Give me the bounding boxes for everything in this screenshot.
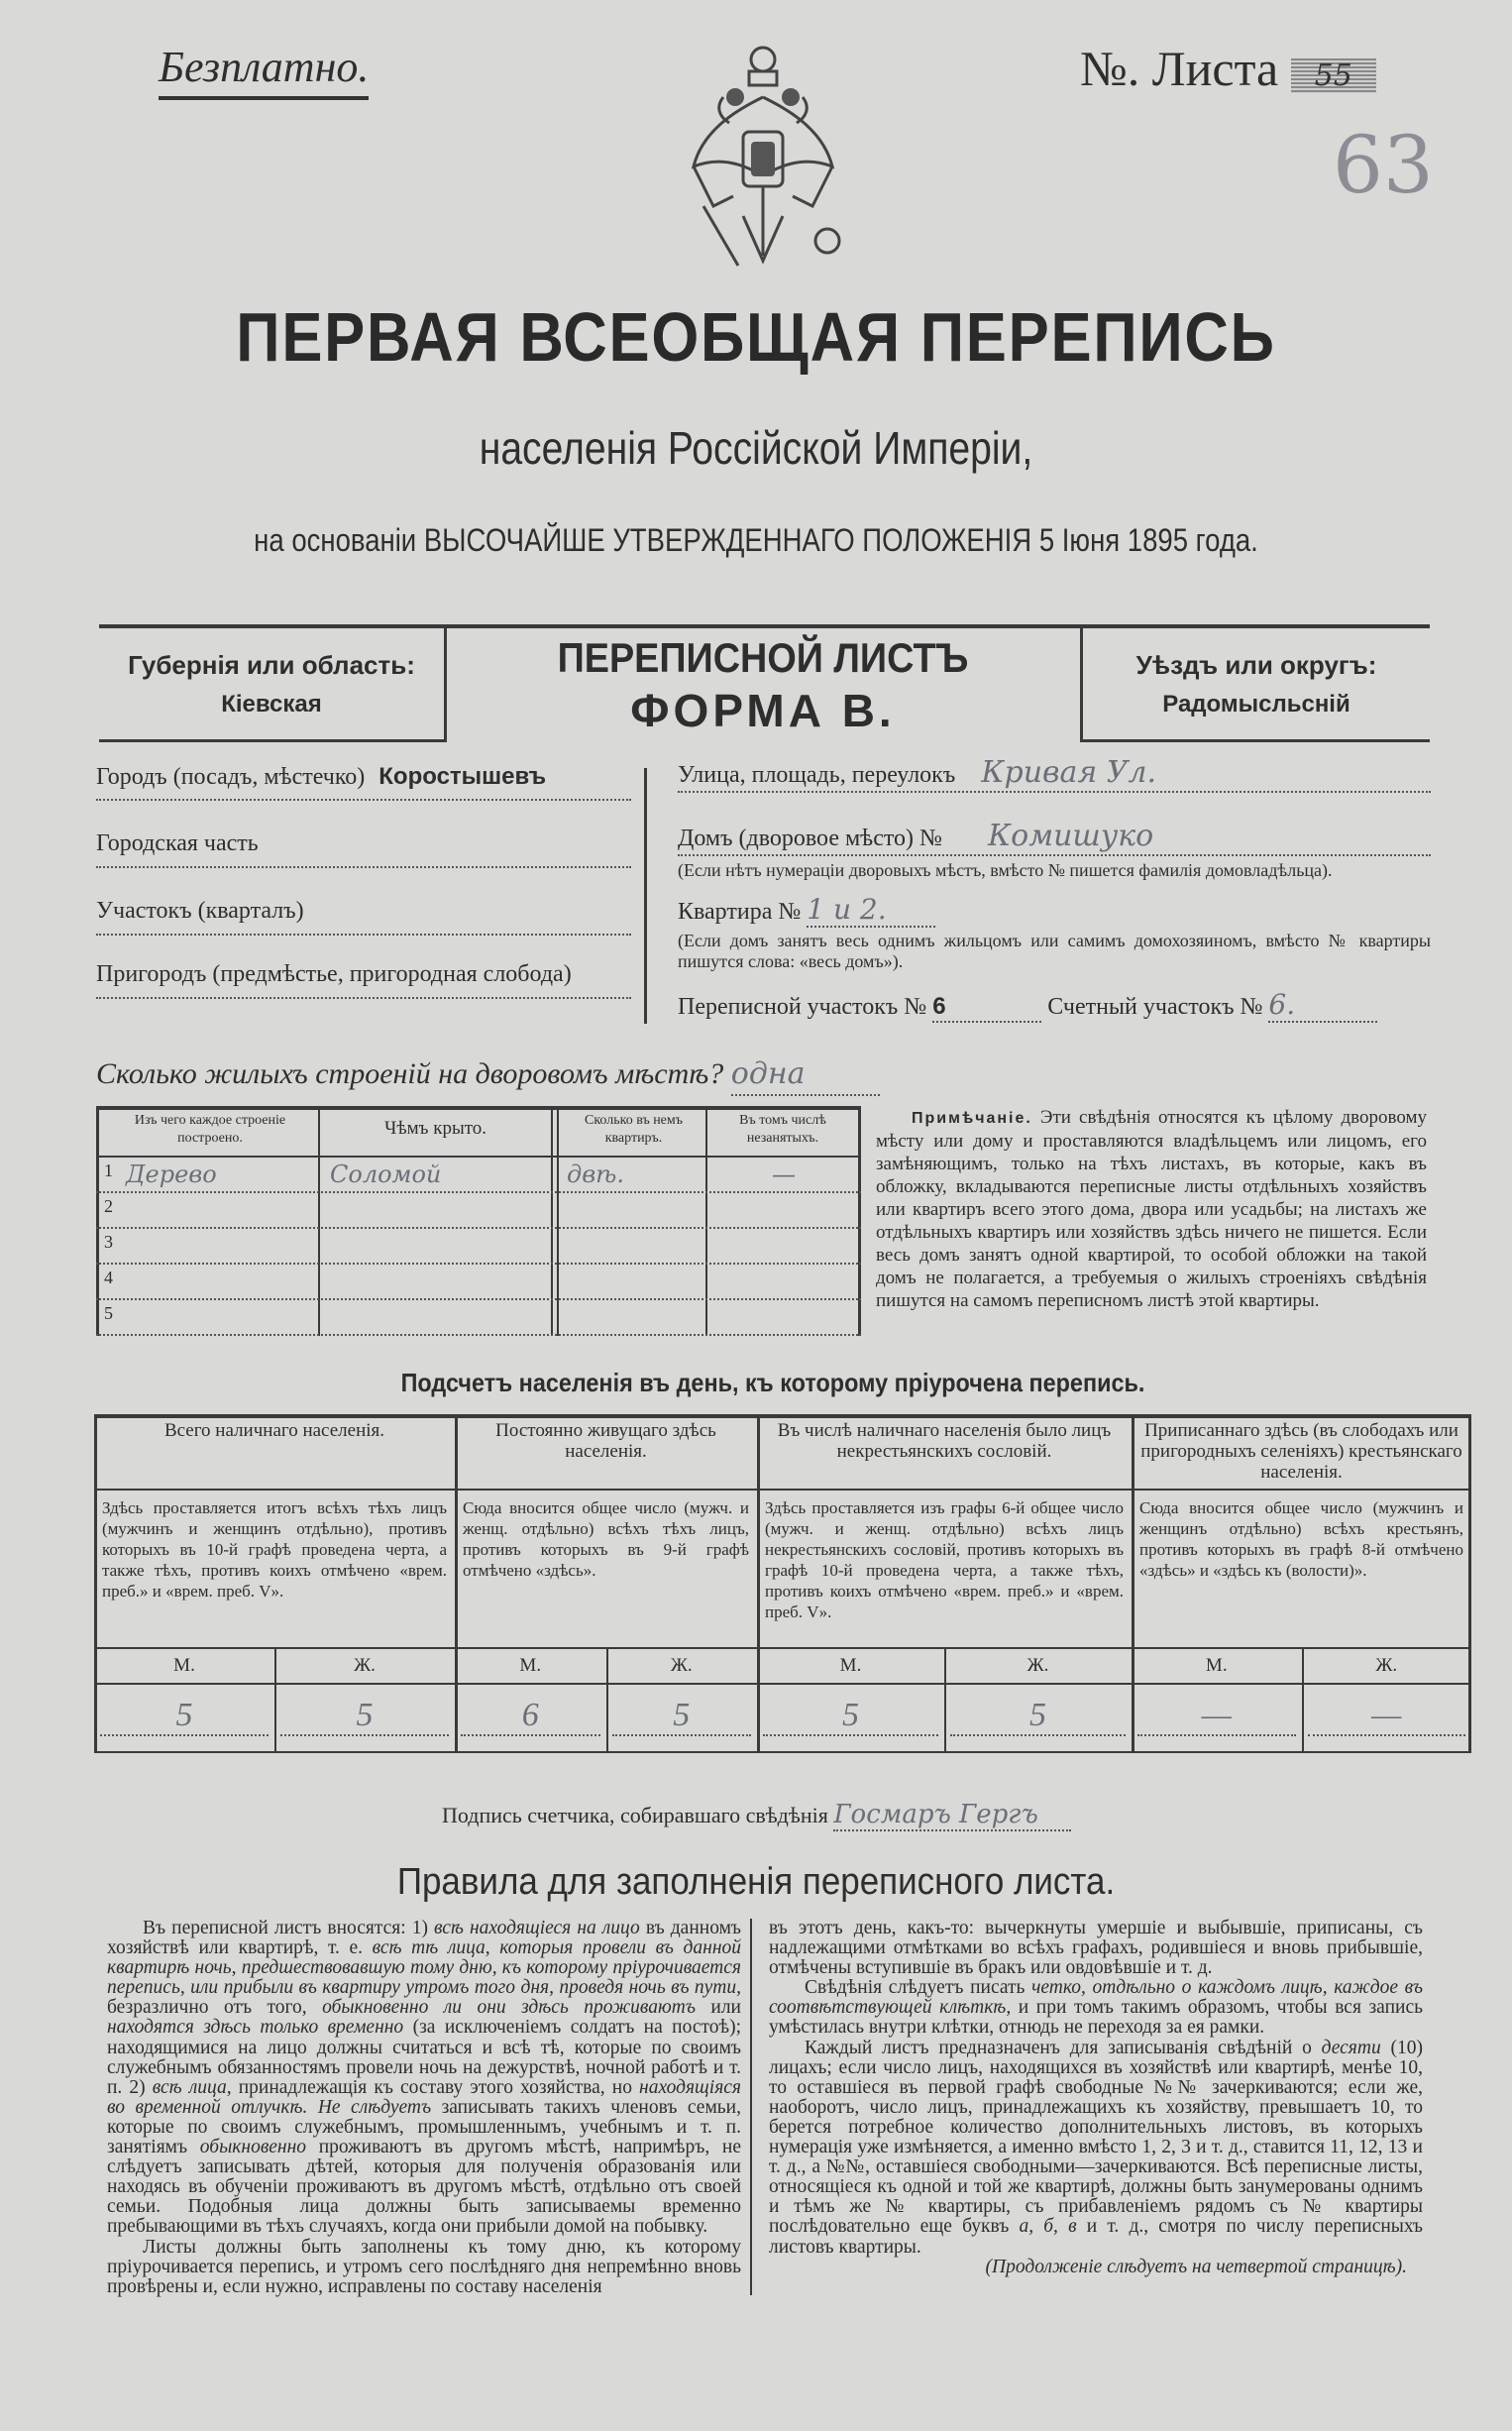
page-subtitle: населенія Россійской Имперіи, — [479, 422, 1033, 474]
suburb-label: Пригородъ (предмѣстье, пригородная слобода) — [96, 961, 572, 987]
city-part-field[interactable] — [96, 830, 631, 868]
house-field[interactable] — [678, 819, 1431, 856]
female-label: Ж. — [354, 1655, 376, 1676]
structure-number: 1 — [104, 1160, 113, 1180]
rules-emphasis: всѣ тѣ лица, которыя провели въ данной квартирѣ ночь, предшествовавшую тому дню, къ которому пріурочивается перепись, или прибыли въ квартиру утромъ того дня, проведя ночь въ пути, — [107, 1937, 741, 1999]
female-count[interactable]: 5 — [612, 1697, 752, 1736]
male-count[interactable]: — — [1137, 1697, 1296, 1736]
female-label: Ж. — [1375, 1655, 1398, 1676]
structures-row — [96, 1229, 861, 1265]
rules-text: записывать такихъ членовъ семьи, которые по своимъ служебнымъ, промышленнымъ, учебнымъ и т. п. занятіямъ — [107, 2096, 741, 2158]
rules-paragraph — [769, 2039, 1423, 2258]
address-divider — [644, 768, 647, 1024]
structure-roof[interactable]: Соломой — [330, 1160, 442, 1188]
coat-of-arms-icon — [664, 38, 862, 276]
female-count[interactable]: 5 — [950, 1697, 1126, 1736]
tally-column-description: Здѣсь проставляется итогъ всѣхъ тѣхъ лицъ (мужчинъ и женщинъ отдѣльно), противъ которыхъ въ 10-й графѣ проведена черта, а также тѣхъ, противъ коихъ отмѣчено «врем. преб.» и «врем. преб. V». — [102, 1498, 447, 1601]
rules-paragraph — [769, 1919, 1423, 1978]
structures-header-apartments: Сколько въ немъ квартиръ. — [584, 1113, 683, 1146]
rules-paragraph — [107, 2238, 741, 2297]
apartment-label: Квартира № — [678, 899, 802, 925]
form-name: ФОРМА В. — [630, 685, 896, 736]
rules-left-column — [107, 1919, 741, 2297]
structures-note — [876, 1106, 1427, 1312]
signature-label: Подпись счетчика, собиравшаго свѣдѣнія — [442, 1803, 828, 1827]
street-value: Кривая Ул. — [981, 755, 1157, 790]
structure-number: 2 — [104, 1196, 113, 1216]
apartment-note: (Если домъ занятъ весь однимъ жильцомъ или самимъ домохозяиномъ, вмѣсто № квартиры пишутся слова: «весь домъ»). — [678, 931, 1431, 971]
district-value: Радомысльсній — [1162, 691, 1350, 718]
note-title: Примѣчаніе. — [912, 1110, 1032, 1127]
structures-question: Сколько жилыхъ строеній на дворовомъ мѣстѣ? — [96, 1057, 724, 1090]
structure-number: 3 — [104, 1232, 113, 1252]
page-title: ПЕРВАЯ ВСЕОБЩАЯ ПЕРЕПИСЬ — [236, 298, 1276, 376]
rules-continued-note: (Продолженіе слѣдуетъ на четвертой страницѣ). — [985, 2256, 1407, 2277]
rules-text: Каждый листъ предназначенъ для записыванія свѣдѣній о — [805, 2037, 1322, 2058]
precinct-label: Участокъ (кварталъ) — [96, 898, 304, 924]
structures-row — [96, 1158, 861, 1193]
count-district-label: Счетный участокъ № — [1047, 994, 1263, 1020]
rules-emphasis: десяти — [1321, 2037, 1381, 2058]
signature-value[interactable]: Госмаръ Гергъ — [833, 1800, 1071, 1831]
precinct-field[interactable] — [96, 898, 631, 936]
rules-text: принадлежащія къ составу этого хозяйства, но — [231, 2076, 640, 2098]
tally-column-description: Сюда вносится общее число (мужчинъ и женщинъ отдѣльно) всѣхъ крестьянъ, противъ которыхъ въ графѣ 8-й отмѣчено «здѣсь» и «здѣсь къ (волости)». — [1139, 1498, 1463, 1580]
female-label: Ж. — [670, 1655, 693, 1676]
female-count[interactable]: — — [1308, 1697, 1466, 1736]
structure-vacant[interactable]: — — [772, 1160, 796, 1188]
male-label: М. — [519, 1655, 542, 1676]
tally-column-description: Сюда вносится общее число (мужч. и женщ. отдѣльно) всѣхъ тѣхъ лицъ, противъ которыхъ въ 9-й графѣ отмѣчено «здѣсь». — [463, 1498, 749, 1580]
male-label: М. — [1205, 1655, 1228, 1676]
legal-basis: на основаніи ВЫСОЧАЙШЕ УТВЕРЖДЕННАГО ПОЛОЖЕНІЯ 5 Іюня 1895 года. — [254, 522, 1258, 558]
male-label: М. — [839, 1655, 862, 1676]
rules-text: и т. д., смотря по числу переписныхъ листовъ квартиры. — [769, 2216, 1423, 2258]
structures-answer[interactable]: одна — [731, 1054, 880, 1096]
street-field[interactable] — [678, 755, 1431, 793]
sheet-number — [1080, 40, 1376, 97]
rules-text: безразлично отъ того, — [107, 1997, 323, 2019]
province-label: Губернія или область: — [128, 650, 415, 680]
rules-emphasis: обыкновенно — [199, 2137, 307, 2158]
house-note: (Если нѣтъ нумераціи дворовыхъ мѣстъ, вмѣсто № пишется фамилія домовладѣльца). — [678, 860, 1333, 880]
structures-table — [96, 1106, 861, 1336]
house-value: Комишуко — [987, 819, 1154, 853]
female-count[interactable]: 5 — [280, 1697, 449, 1736]
structures-header-material: Изъ чего каждое строеніе построено. — [134, 1113, 286, 1146]
male-count[interactable]: 6 — [461, 1697, 600, 1736]
rules-text: проживаютъ въ другомъ мѣстѣ, напримѣръ, не слѣдуетъ записывать дѣтей, которыя для полученія образованія или находясь въ обученіи проживаютъ въ другомъ мѣстѣ, отдѣльно отъ своей семьи. Подобныя лица должны быть записываемы временно пребывающими въ тѣхъ случаяхъ, когда они прибыли домой на побывку. — [107, 2137, 741, 2238]
province-box — [99, 624, 447, 742]
rules-text: (10) лицахъ; если число лицъ, находящихся въ хозяйствѣ или квартирѣ, менѣе 10, то оставшіеся въ первой графѣ свободные №№ зачеркиваются; если же, наоборотъ, число лицъ, принадлежащихъ къ хозяйству, превышаетъ 10, то берется потребное количество дополнительныхъ листовъ, въ которыхъ нумерація уже измѣняется, а именно вмѣсто 1, 2, 3 и т. д., ставится 11, 12, 13 и т. д., а №№, оставшіеся свободными—зачеркиваются. Всѣ переписные листы, относящіеся къ одной и той же квартирѣ, должны быть занумерованы однимъ и тѣмъ же № квартиры, съ прибавленіемъ рядомъ съ № квартиры послѣдовательно еще буквъ — [769, 2037, 1423, 2238]
rules-emphasis: обыкновенно ли они здѣсь проживаютъ — [322, 1997, 696, 2019]
male-label: М. — [173, 1655, 195, 1676]
archive-number: 63 — [1333, 119, 1434, 211]
rules-paragraph — [769, 1978, 1423, 2038]
district-box — [1080, 624, 1430, 742]
free-label: Безплатно. — [159, 42, 369, 100]
structure-apartments[interactable]: двѣ. — [567, 1160, 624, 1188]
form-title: ПЕРЕПИСНОЙ ЛИСТЪ — [557, 634, 969, 681]
male-count[interactable]: 5 — [100, 1697, 269, 1736]
structure-number: 4 — [104, 1268, 113, 1287]
structures-header-vacant: Въ томъ числѣ незанятыхъ. — [739, 1113, 826, 1146]
rules-emphasis: четко, отдѣльно о каждомъ лицѣ, каждое въ соотвѣтствующей клѣткѣ, — [769, 1977, 1423, 2019]
city-field[interactable] — [96, 763, 631, 801]
sheet-number-value: 55 — [1291, 58, 1376, 93]
rules-right-column — [769, 1919, 1423, 2277]
tally-column-description: Здѣсь проставляется изъ графы 6-й общее число (мужч. и женщ. отдѣльно) всѣхъ лицъ некрестьянскихъ сословій, противъ которыхъ въ графѣ 10-й проведена черта, а также тѣхъ, противъ коихъ отмѣчено «врем. преб.» и «врем. преб. V». — [765, 1498, 1124, 1621]
rules-emphasis: всѣ лица, — [152, 2076, 232, 2098]
suburb-field[interactable] — [96, 961, 631, 999]
structures-row — [96, 1193, 861, 1229]
street-label: Улица, площадь, переулокъ — [678, 762, 956, 788]
female-label: Ж. — [1026, 1655, 1049, 1676]
structure-material[interactable]: Дерево — [126, 1160, 217, 1188]
census-district-label: Переписной участокъ № — [678, 994, 927, 1020]
tally-column-header: Въ числѣ наличнаго населенія было лицъ некрестьянскихъ сословій. — [777, 1420, 1112, 1462]
rules-text: (за исключеніемъ солдатъ на постоѣ); находящимися на лицо должны считаться и всѣ тѣ, которые по своимъ служебнымъ обязанностямъ провели ночь на дежурствѣ, ночной работѣ и т. п. 2) — [107, 2017, 741, 2098]
rules-text: и при томъ такимъ образомъ, чтобы вся запись умѣстилась внутри клѣтки, отнюдь не переходя за ея рамки. — [769, 1997, 1423, 2039]
house-label: Домъ (дворовое мѣсто) № — [678, 826, 942, 851]
rules-emphasis: а, б, в — [1019, 2216, 1077, 2238]
apartment-value: 1 и 2. — [807, 893, 935, 928]
tally-column-header: Всего наличнаго населенія. — [163, 1420, 385, 1441]
tally-title: Подсчетъ населенія въ день, къ которому пріурочена перепись. — [400, 1368, 1145, 1397]
rules-text: въ данномъ хозяйствѣ или квартирѣ, т. е. — [107, 1918, 741, 1959]
rules-text: Свѣдѣнія слѣдуетъ писать — [805, 1977, 1032, 1999]
tally-table — [94, 1414, 1471, 1753]
sheet-number-label: №. Листа — [1080, 41, 1279, 96]
tally-column-header: Приписаннаго здѣсь (въ слободахъ или пригородныхъ селеніяхъ) крестьянскаго населенія. — [1140, 1420, 1462, 1483]
district-label: Уѣздъ или округъ: — [1135, 650, 1377, 680]
rules-text: Въ переписной листъ вносятся: 1) — [143, 1918, 435, 1938]
rules-emphasis: всѣ находящіеся на лицо — [434, 1918, 640, 1938]
rules-text: или — [695, 1997, 741, 2019]
tally-column-header: Постоянно живущаго здѣсь населенія. — [495, 1420, 716, 1462]
rules-divider — [750, 1919, 752, 2295]
rules-emphasis: находятся здѣсь только временно — [107, 2017, 404, 2039]
rules-text: въ этотъ день, какъ-то: вычеркнуты умершіе и выбывшіе, приписаны, съ надлежащими отмѣтками во всѣхъ графахъ, родившіеся и вновь прибывшіе, отмѣчены вступившіе въ бракъ или овдовѣвшіе и т. д. — [769, 1918, 1423, 1979]
structures-header-roof: Чѣмъ крыто. — [383, 1118, 487, 1139]
apartment-field[interactable] — [678, 893, 1431, 929]
census-district-value[interactable]: 6 — [932, 993, 1041, 1023]
rules-text: Листы должны быть заполнены къ тому дню, къ которому пріурочивается перепись, и утромъ сего послѣдняго дня непремѣнно вновь провѣрены и, если нужно, исправлены по составу населенія — [107, 2236, 741, 2297]
rules-emphasis: находящіяся во временной отлучкѣ. Не слѣдуетъ — [107, 2076, 741, 2118]
male-count[interactable]: 5 — [763, 1697, 938, 1736]
province-value: Кіевская — [221, 691, 322, 718]
city-part-label: Городская часть — [96, 830, 259, 856]
city-label: Городъ (посадъ, мѣстечко) — [96, 764, 366, 790]
structures-row — [96, 1300, 861, 1336]
city-value: Коростышевъ — [378, 763, 547, 790]
count-district-value[interactable]: 6. — [1268, 988, 1377, 1023]
rules-title: Правила для заполненія переписного листа. — [396, 1861, 1116, 1903]
note-text: Эти свѣдѣнія относятся къ цѣлому дворовому мѣсту или дому и проставляются владѣльцемъ или лицомъ, его замѣняющимъ, только на тѣхъ листахъ, въ которые, какъ въ обложку, вкладываются переписные листы отдѣльныхъ хозяйствъ или квартиръ всего этого дома, двора или усадьбы; на листахъ же отдѣльныхъ квартиръ или хозяйствъ здѣсь ничего не пишется. Если весь домъ занятъ одной квартирой, то особой обложки на такой домъ не полагается, а требуемыя о жилыхъ строеніяхъ свѣдѣнія пишутся на самомъ переписномъ листѣ этой квартиры. — [876, 1107, 1427, 1311]
rules-paragraph — [107, 1919, 741, 2238]
structures-row — [96, 1265, 861, 1300]
structure-number: 5 — [104, 1303, 113, 1323]
